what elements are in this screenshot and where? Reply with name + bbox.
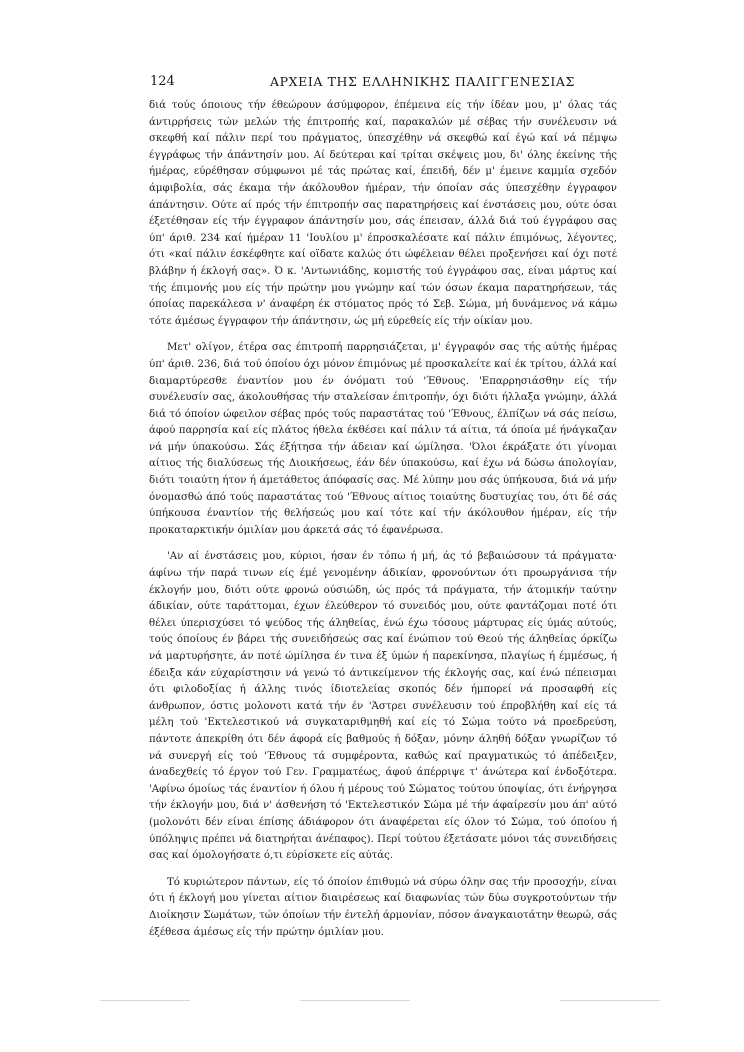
page-number: 124 <box>150 74 175 89</box>
paragraph-1: διά τούς όποιους τήν έθεώρουν άσύμφορον, έπέμεινα είς τήν ίδέαν μου, μ' όλας τάς άντιρρήσεις τών μελών τής έπιτροπής καί, παρακαλών μέ σέβας τήν συνέλευσιν νά σκεφθή καί πάλιν περί του πράγματος, ύπεσχέθην νά σκεφθώ καί έγώ καί νά πέμψω έγγράφως τήν άπάντησίν μου. Αί δεύτεραι καί τρίται σκέψεις μου, δι' όλης έκείνης τής ήμέρας, εύρέθησαν σύμφωνοι μέ τάς πρώτας καί, έπειδή, δέν μ' έμεινε καμμία σχεδόν άμφιβολία, σάς έκαμα τήν άκόλουθον ήμέραν, τήν όποίαν σάς ύπεσχέθην έγγραφον άπάντησιν. Ούτε αί πρός τήν έπιτροπήν σας παρατηρήσεις καί ένστάσεις μου, ούτε όσαι έξετέθησαν είς τήν έγγραφον άπάντησίν μου, σάς έπεισαν, άλλά διά τού έγγράφου σας ύπ' άριθ. 234 καί ήμέραν 11 'Ιουλίου μ' έπροσκαλέσατε καί πάλιν έπιμόνως, λέγοντες, ότι «καί πάλιν έσκέφθητε καί οϊδατε καλώς ότι ώφέλειαν θέλει προξενήσει καί όχι ποτέ βλάβην ή έκλογή σας». Ό κ. 'Αντωνιάδης, κομιστής τού έγγράφου σας, είναι μάρτυς καί τής έπιμονής μου είς τήν πρώτην μου γνώμην καί τών όσων έκαμα παρατηρήσεων, τάς όποίας παρεκάλεσα ν' άναφέρη έκ στόματος πρός τό Σεβ. Σώμα, μή δυνάμενος νά κάμω τότε άμέσως έγγραφον τήν άπάντησιν, ώς μή εύρεθείς είς τήν οίκίαν μου. <box>149 100 617 327</box>
page-header <box>150 74 638 94</box>
paragraph-4: Τό κυριώτερον πάντων, είς τό όποίον έπιθυμώ νά σύρω όλην σας τήν προσοχήν, είναι ότι ή έκλογή μου γίνεται αίτιον διαιρέσεως καί διαφωνίας τών δύω συγκροτούντων τήν Διοίκησιν Σωμάτων, τών όποίων τήν έντελή άρμονίαν, πόσον άναγκαιοτάτην θεωρώ, σάς έξέθεσα άμέσως είς τήν πρώτην όμιλίαν μου. <box>149 876 617 938</box>
footer-rule-center <box>300 1000 410 1001</box>
footer-rule-right <box>560 1000 660 1001</box>
running-title: ΑΡΧΕΙΑ ΤΗΣ ΕΛΛΗΝΙΚΗΣ ΠΑΛΙΓΓΕΝΕΣΙΑΣ <box>270 74 575 89</box>
body-text <box>149 98 617 941</box>
paragraph-3: 'Αν αί ένστάσεις μου, κύριοι, ήσαν έν τόπω ή μή, άς τό βεβαιώσουν τά πράγματα· άφίνω τήν παρά τινων είς έμέ γενομένην άδικίαν, φρονούντων ότι προωργάνισα τήν έκλογήν μου, διότι ούτε φρονώ ούσιώδη, ώς πρός τά πράγματα, τήν άτομικήν ταύτην άδικίαν, ούτε ταράττομαι, έχων έλεύθερον τό συνειδός μου, ούτε φαντάζομαι ποτέ ότι θέλει ύπερισχύσει τό ψεύδος τής άληθείας, ένώ έχω τόσους μάρτυρας είς ύμάς αύτούς, τούς όποίους έν βάρει τής συνειδήσεώς σας καί ένώπιον τού Θεού τής άληθείας όρκίζω νά μαρτυρήσητε, άν ποτέ ώμίλησα έν τινα έξ ύμών ή παρεκίνησα, πλαγίως ή έμμέσως, ή έδειξα κάν εύχαρίστησιν νά γενώ τό άντικείμενον τής έκλογής σας, καί ένώ πέπεισμαι ότι φιλοδοξίας ή άλλης τινός ίδιοτελείας σκοπός δέν ήμπορεί νά προσαφθή είς άνθρωπον, όστις μολονοτι κατά τήν έν 'Άστρει συνέλευσιν τού έπροβλήθη καί είς τά μέλη τού 'Εκτελεστικού νά συγκαταριθμηθή καί είς τό Σώμα τούτο νά προεδρεύση, πάντοτε άπεκρίθη ότι δέν άφορά είς βαθμούς ή δόξαν, μόνην άληθή δόξαν γνωρίζων τό νά συνεργή είς τού 'Έθνους τά συμφέροντα, καθώς καί πραγματικώς τό άπέδειξεν, άναδεχθείς τό έργον τού Γεν. Γραμματέως, άφού άπέρριψε τ' άνώτερα καί ένδοξότερα. 'Αφίνω όμοίως τάς έναντίον ή όλου ή μέρους τού Σώματος τούτου ύποψίας, ότι ένήργησα τήν έκλογήν μου, διά ν' άσθενήση τό 'Εκτελεστικόν Σώμα μέ τήν άφαίρεσίν μου άπ' αύτό (μολονότι δέν είναι έπίσης άδιάφορον ότι άναφέρεται είς όλον τό Σώμα, τού όποίου ή ύπόληψις πρέπει νά διατηρήται άνέπαφος). Περί τούτου έξετάσατε μόνοι τάς συνειδήσεις σας καί όμολογήσατε ό,τι εύρίσκετε είς αύτάς. <box>149 551 617 862</box>
footer-rule-left <box>100 1000 190 1001</box>
paragraph-2: Μετ' ολίγον, έτέρα σας έπιτροπή παρρησιάζεται, μ' έγγραφόν σας τής αύτής ήμέρας ύπ' άριθ. 236, διά τού όποίου όχι μόνον έπιμόνως μέ προσκαλείτε καί έκ τρίτου, άλλά καί διαμαρτύρεσθε έναντίον μου έν όνόματι τού 'Έθνους. 'Επαρρησιάσθην είς τήν συνέλευσίν σας, άκολουθήσας τήν σταλείσαν έπιτροπήν, όχι διότι ήλλαξα γνώμην, άλλά διά τό όποίον ώφειλον σέβας πρός τούς παραστάτας τού 'Έθνους, έλπίζων νά σάς πείσω, άφού παρρησία καί είς πλάτος ήθελα έκθέσει καί πάλιν τά αίτια, τά όποία μέ ήνάγκαζαν νά μήν ύπακούσω. Σάς έξήτησα τήν άδειαν καί ώμίλησα. 'Όλοι έκράξατε ότι γίνομαι αίτιος τής διαλύσεως τής Διοικήσεως, έάν δέν ύπακούσω, καί έχω νά δώσω άπολογίαν, διότι τοιαύτη ήτον ή άμετάθετος άπόφασίς σας. Μέ λύπην μου σάς ύπήκουσα, διά νά μήν όνομασθώ άπό τούς παραστάτας τού 'Έθνους αίτιος τοιαύτης δυστυχίας του, ότι δέ σάς ύπήκουσα έναντίον τής θελήσεώς μου καί τότε καί τήν άκόλουθον ήμέραν, είς τήν προκαταρκτικήν όμιλίαν μου άρκετά σάς τό έφανέρωσα. <box>149 342 617 536</box>
